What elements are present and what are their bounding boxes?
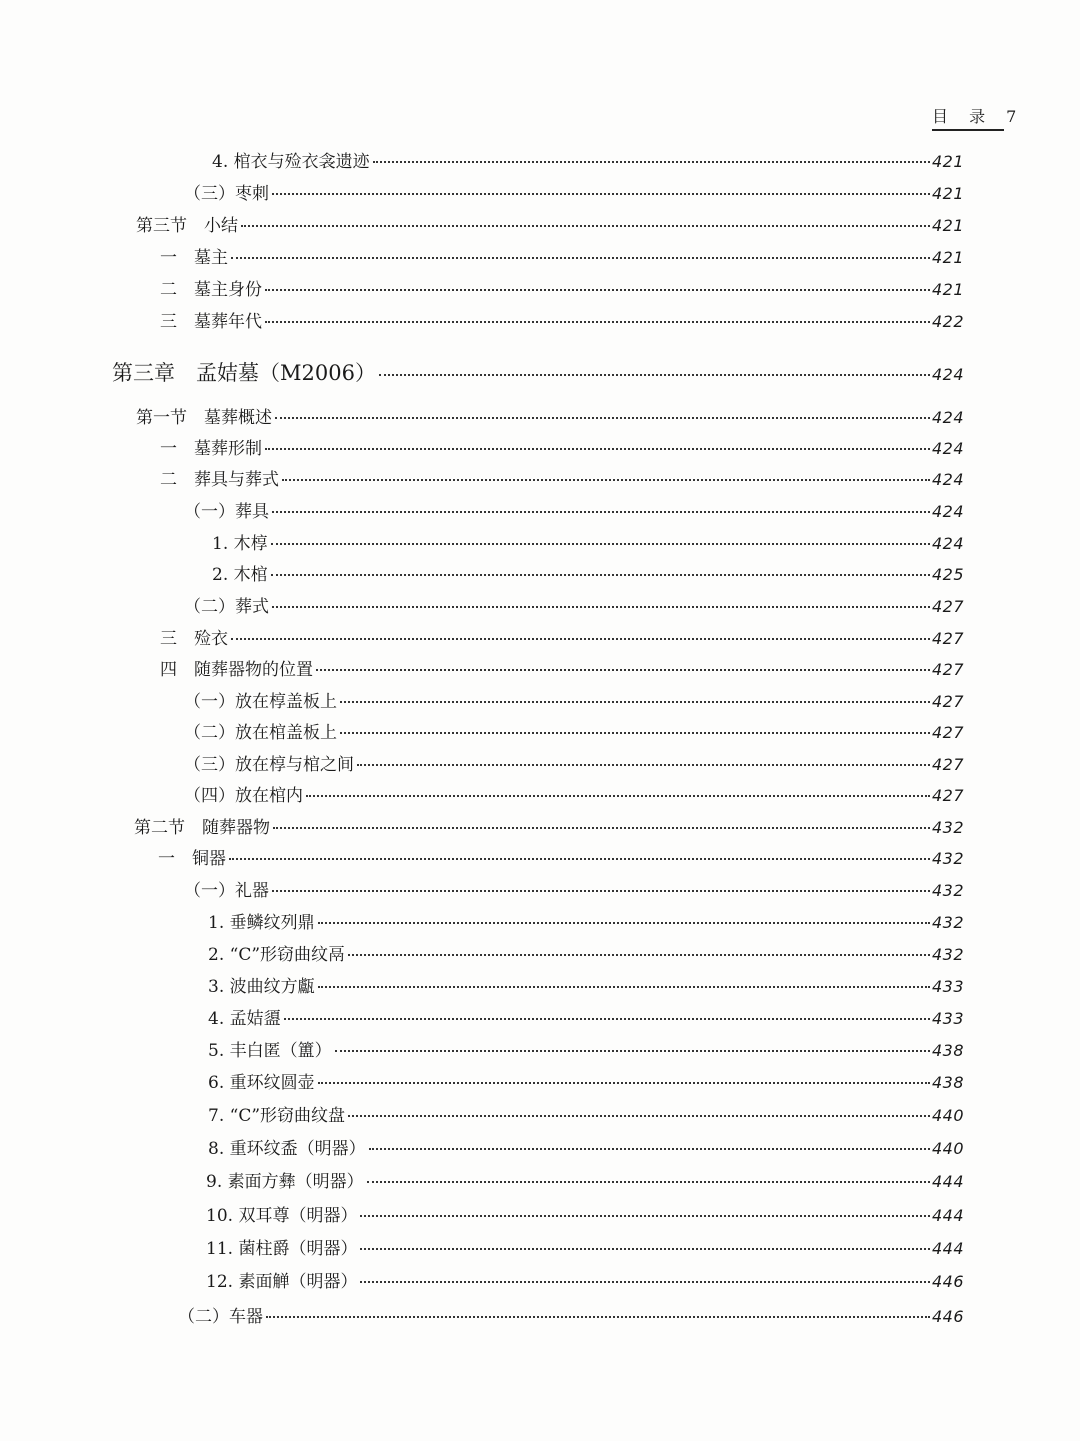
toc-entry <box>184 690 964 714</box>
toc-entry <box>208 1007 964 1031</box>
toc-entry-title: （三）放在椁与棺之间 <box>184 755 354 775</box>
toc-entry-title: 9. 素面方彝（明器） <box>206 1172 364 1192</box>
toc-entry-page: 421 <box>931 248 964 267</box>
dot-leader <box>271 574 930 576</box>
dot-leader <box>318 986 930 988</box>
toc-entry-page: 433 <box>931 1009 964 1028</box>
toc-entry-title: 4. 孟姞盨 <box>208 1009 281 1029</box>
dot-leader <box>360 1215 930 1217</box>
toc-entry-title: 12. 素面觯（明器） <box>206 1272 358 1292</box>
dot-leader <box>231 257 930 259</box>
toc-entry-title: （三）枣刺 <box>184 184 269 204</box>
toc-entry-page: 446 <box>931 1272 964 1291</box>
toc-entry-title: 一 铜器 <box>158 849 226 869</box>
toc-entry-page: 444 <box>931 1239 964 1258</box>
toc-entry <box>160 278 964 302</box>
toc-entry <box>134 816 964 840</box>
toc-entry-page: 424 <box>931 502 964 521</box>
toc-entry-page: 432 <box>931 945 964 964</box>
toc-entry-title: （四）放在棺内 <box>184 786 303 806</box>
toc-entry-page: 427 <box>931 629 964 648</box>
dot-leader <box>379 374 930 376</box>
toc-entry-title: 6. 重环纹圆壶 <box>208 1073 315 1093</box>
toc-entry-page: 444 <box>931 1172 964 1191</box>
dot-leader <box>272 606 930 608</box>
dot-leader <box>272 193 930 195</box>
dot-leader <box>265 321 930 323</box>
toc-entry-page: 432 <box>931 818 964 837</box>
toc-entry-title: （一）礼器 <box>184 881 269 901</box>
toc-entry-page: 438 <box>931 1041 964 1060</box>
toc-entry <box>208 1104 964 1128</box>
dot-leader <box>340 701 930 703</box>
dot-leader <box>360 1281 930 1283</box>
dot-leader <box>318 922 930 924</box>
dot-leader <box>318 1082 930 1084</box>
toc-entry-title: （二）放在棺盖板上 <box>184 723 337 743</box>
toc-entry <box>208 911 964 935</box>
toc-entry-title: 2. 木棺 <box>212 565 268 585</box>
dot-leader <box>306 795 930 797</box>
toc-entry-title: 一 墓主 <box>160 248 228 268</box>
dot-leader <box>273 827 930 829</box>
toc-entry <box>160 310 964 334</box>
dot-leader <box>229 858 930 860</box>
toc-entry-page: 421 <box>931 184 964 203</box>
toc-entry-page: 424 <box>931 365 964 384</box>
dot-leader <box>265 289 930 291</box>
toc-entry-title: 一 墓葬形制 <box>160 439 262 459</box>
toc-entry-page: 427 <box>931 755 964 774</box>
dot-leader <box>282 479 930 481</box>
toc-entry-page: 425 <box>931 565 964 584</box>
toc-entry <box>160 468 964 492</box>
toc-entry-page: 424 <box>931 470 964 489</box>
toc-entry-title: 4. 棺衣与殓衣衾遗迹 <box>212 152 370 172</box>
toc-entry-page: 424 <box>931 534 964 553</box>
toc-entry <box>184 753 964 777</box>
toc-entry-title: 1. 木椁 <box>212 534 268 554</box>
toc-entry-title: 二 葬具与葬式 <box>160 470 279 490</box>
toc-entry <box>206 1270 964 1294</box>
toc-entry <box>184 182 964 206</box>
dot-leader <box>316 669 930 671</box>
toc-entry-page: 440 <box>931 1139 964 1158</box>
toc-entry-page: 427 <box>931 723 964 742</box>
toc-entry-page: 433 <box>931 977 964 996</box>
toc-entry-page: 427 <box>931 786 964 805</box>
dot-leader <box>241 225 930 227</box>
toc-entry <box>212 150 964 174</box>
toc-entry-title: 第二节 随葬器物 <box>134 818 270 838</box>
toc-entry-page: 424 <box>931 408 964 427</box>
dot-leader <box>340 732 930 734</box>
dot-leader <box>271 543 930 545</box>
dot-leader <box>284 1018 930 1020</box>
dot-leader <box>357 764 930 766</box>
toc-entry <box>184 595 964 619</box>
dot-leader <box>360 1248 930 1250</box>
toc-entry <box>184 784 964 808</box>
toc-entry <box>184 879 964 903</box>
dot-leader <box>335 1050 930 1052</box>
dot-leader <box>266 1316 930 1318</box>
running-head: 目 录 7 <box>932 104 1004 131</box>
dot-leader <box>367 1181 930 1183</box>
dot-leader <box>272 511 930 513</box>
dot-leader <box>231 638 930 640</box>
toc-entry <box>158 847 964 871</box>
dot-leader <box>369 1148 930 1150</box>
dot-leader <box>348 954 930 956</box>
toc-entry <box>206 1237 964 1261</box>
toc-entry <box>160 658 964 682</box>
toc-entry-page: 440 <box>931 1106 964 1125</box>
toc-entry-page: 421 <box>931 216 964 235</box>
toc-entry-title: （一）放在椁盖板上 <box>184 692 337 712</box>
toc-entry-page: 422 <box>931 312 964 331</box>
toc-entry <box>136 406 964 430</box>
dot-leader <box>265 448 930 450</box>
toc-entry-page: 427 <box>931 660 964 679</box>
toc-entry-page: 424 <box>931 439 964 458</box>
toc-entry-title: 7. “C”形窃曲纹盘 <box>208 1106 346 1126</box>
toc-entry-title: 四 随葬器物的位置 <box>160 660 313 680</box>
toc-entry-title: 第三节 小结 <box>136 216 238 236</box>
toc-entry-page: 432 <box>931 849 964 868</box>
toc-entry <box>208 975 964 999</box>
toc-entry <box>208 1039 964 1063</box>
toc-entry-title: 5. 丰白匿（簠） <box>208 1041 332 1061</box>
toc-entry-title: （一）葬具 <box>184 502 269 522</box>
toc-entry-page: 432 <box>931 881 964 900</box>
toc-entry-title: 二 墓主身份 <box>160 280 262 300</box>
dot-leader <box>348 1115 930 1117</box>
toc-entry <box>208 1071 964 1095</box>
toc-entry <box>208 1137 964 1161</box>
toc-entry-page: 438 <box>931 1073 964 1092</box>
toc-entry-page: 432 <box>931 913 964 932</box>
toc-entry-title: 1. 垂鳞纹列鼎 <box>208 913 315 933</box>
toc-entry-title: 3. 波曲纹方甗 <box>208 977 315 997</box>
toc-entry-page: 444 <box>931 1206 964 1225</box>
toc-entry <box>160 246 964 270</box>
toc-entry <box>212 532 964 556</box>
toc-entry-page: 446 <box>931 1307 964 1326</box>
toc-entry-title: 10. 双耳尊（明器） <box>206 1206 358 1226</box>
toc-entry <box>184 721 964 745</box>
toc-entry-title: 第一节 墓葬概述 <box>136 408 272 428</box>
toc-entry-page: 421 <box>931 152 964 171</box>
dot-leader <box>272 890 930 892</box>
toc-entry-title: 8. 重环纹盉（明器） <box>208 1139 366 1159</box>
toc-entry <box>136 214 964 238</box>
toc-entry <box>206 1170 964 1194</box>
toc-entry <box>160 437 964 461</box>
toc-entry <box>184 500 964 524</box>
toc-entry-title: 三 墓葬年代 <box>160 312 262 332</box>
toc-entry-title: （二）车器 <box>178 1307 263 1327</box>
dot-leader <box>275 417 930 419</box>
toc-chapter-entry <box>112 358 964 388</box>
toc-entry-title: 第三章 孟姞墓（M2006） <box>112 361 376 385</box>
toc-entry-page: 421 <box>931 280 964 299</box>
toc-entry <box>178 1305 964 1329</box>
toc-entry-title: 2. “C”形窃曲纹鬲 <box>208 945 346 965</box>
toc-entry <box>212 563 964 587</box>
toc-entry <box>208 943 964 967</box>
toc-entry-page: 427 <box>931 692 964 711</box>
toc-entry-page: 427 <box>931 597 964 616</box>
toc-entry-title: 三 殓衣 <box>160 629 228 649</box>
toc-entry-title: 11. 菌柱爵（明器） <box>206 1239 358 1259</box>
toc-entry <box>206 1204 964 1228</box>
toc-entry-title: （二）葬式 <box>184 597 269 617</box>
toc-entry <box>160 627 964 651</box>
dot-leader <box>373 161 930 163</box>
